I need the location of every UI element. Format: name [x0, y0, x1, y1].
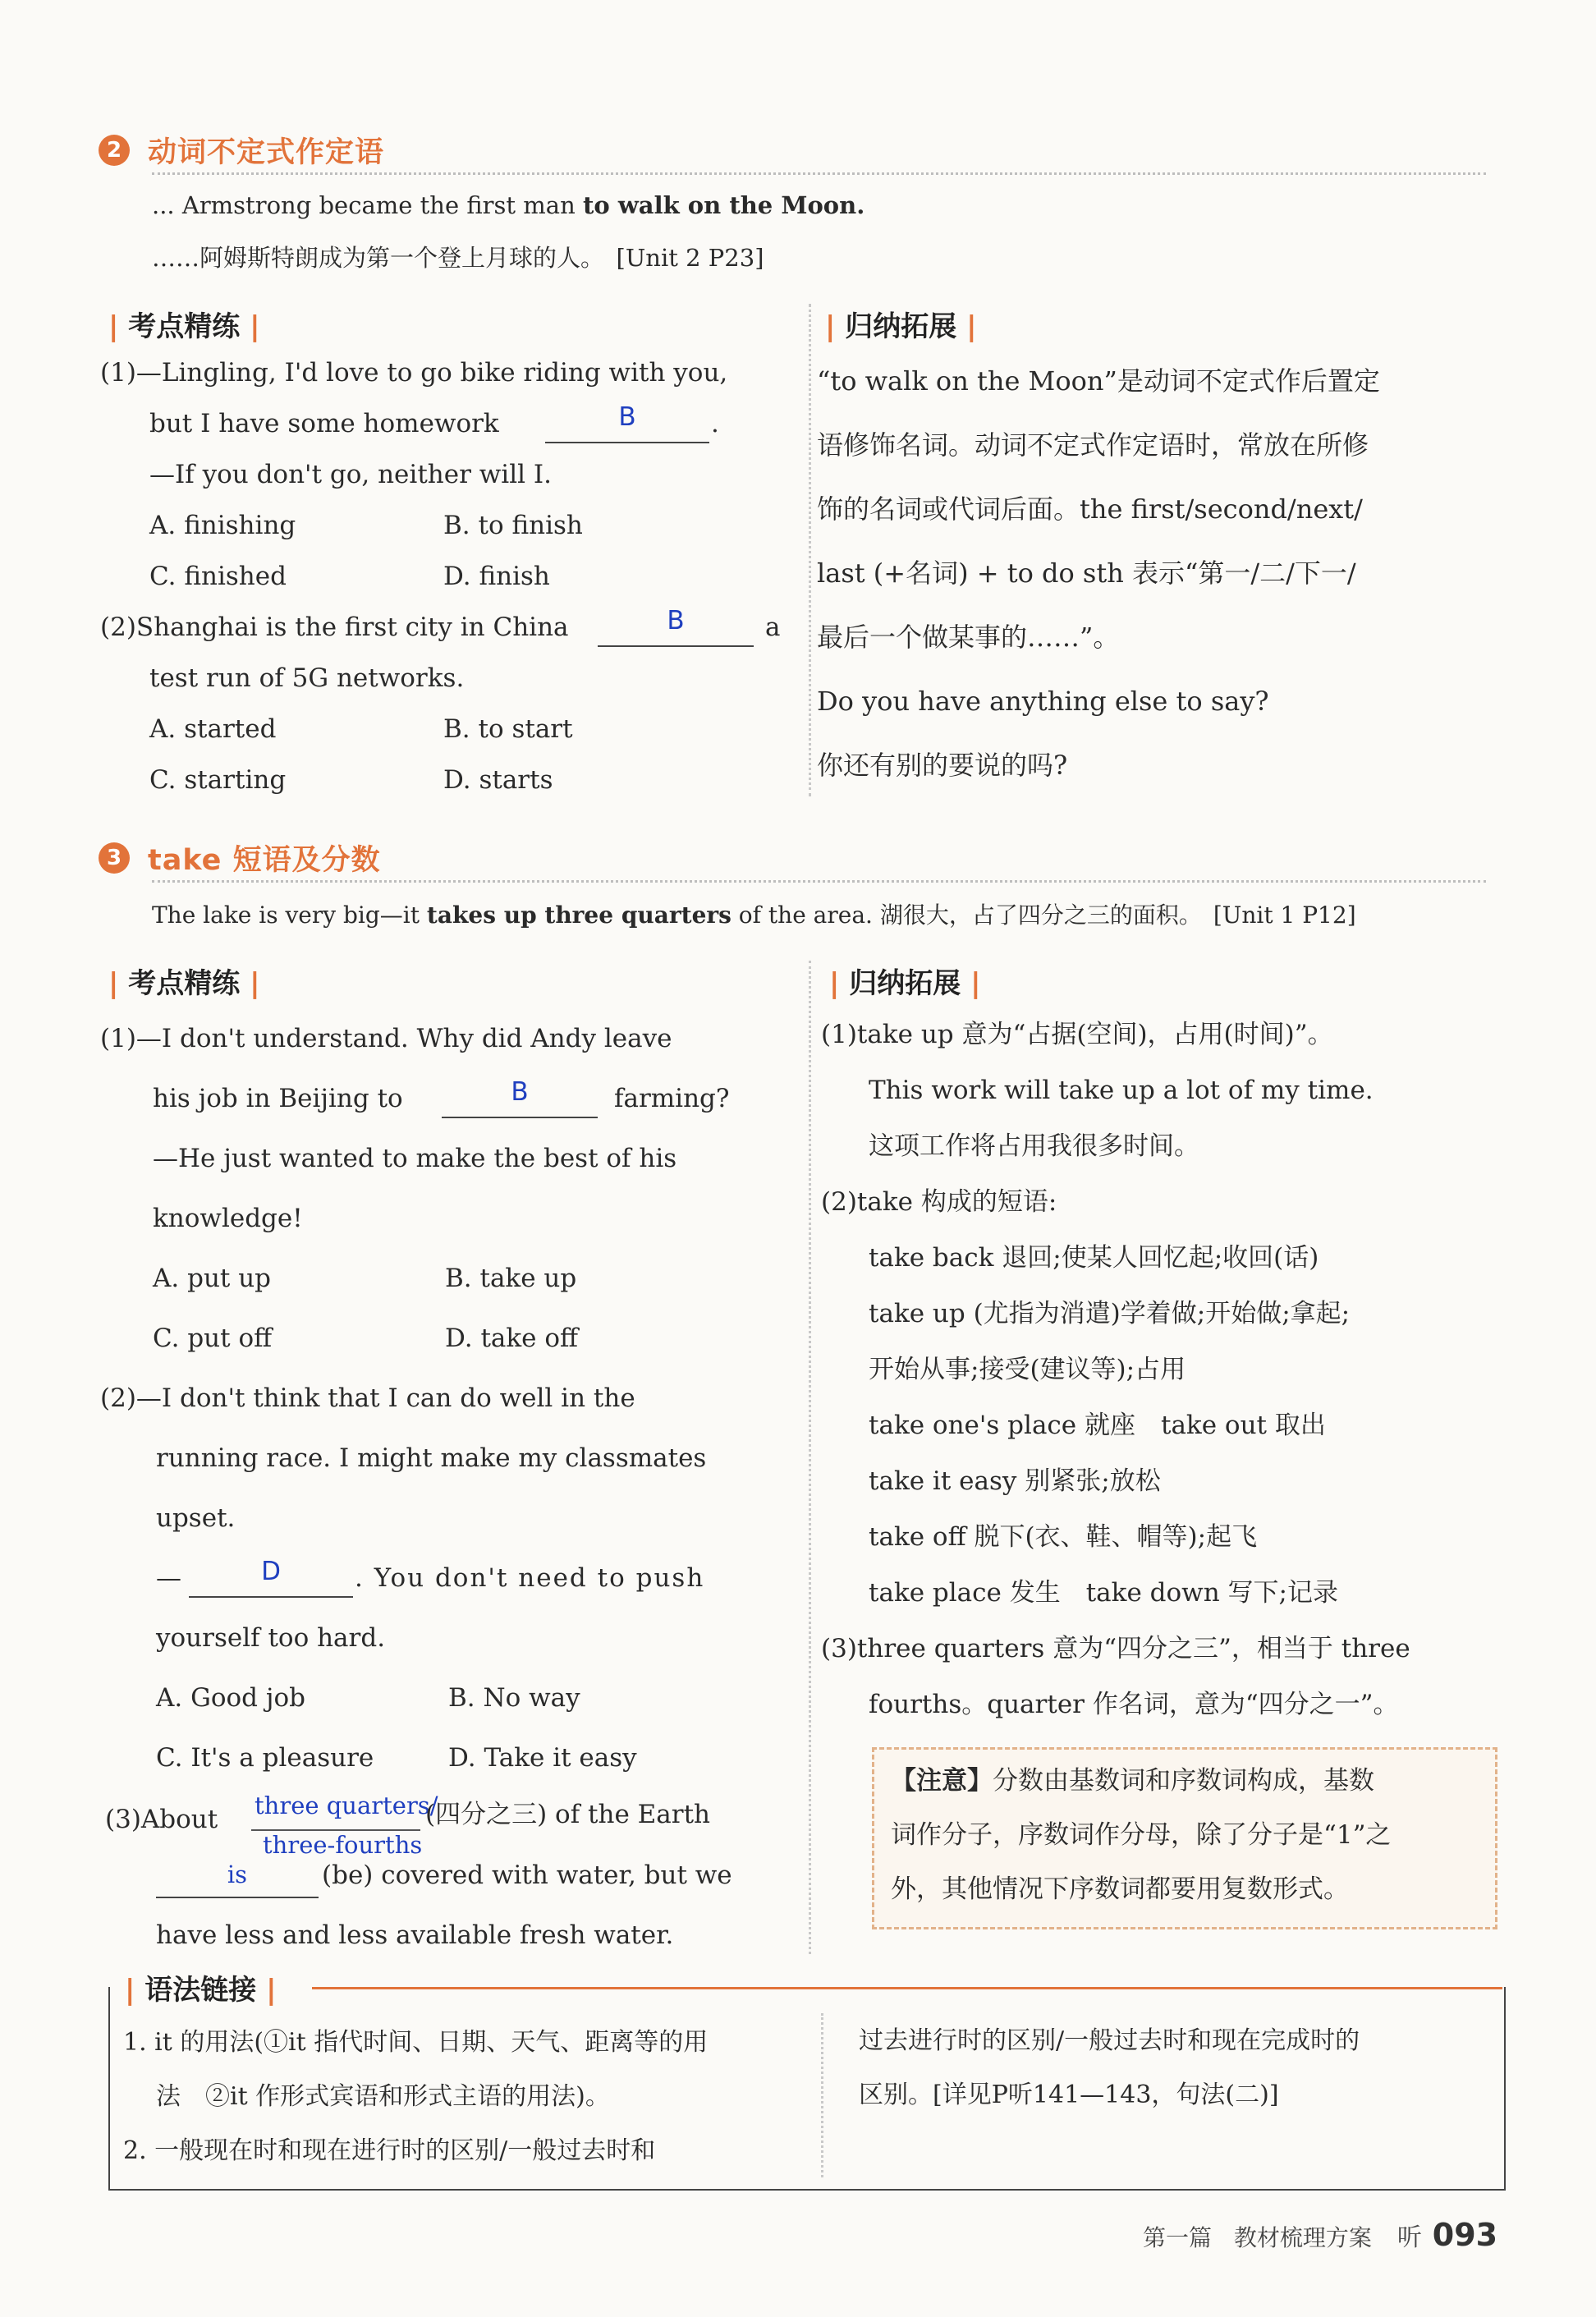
section3-heading — [99, 837, 381, 879]
question-1-text: (1)—Lingling, I'd love to go bike riding with you, — [100, 358, 728, 388]
answer: D — [261, 1557, 281, 1586]
question-2-text: upset. — [156, 1503, 236, 1533]
grammar-item-2: 2. 一般现在时和现在进行时的区别/一般过去时和 — [123, 2136, 656, 2165]
answer: B — [667, 606, 685, 635]
summary-tag: | 归纳拓展 | — [825, 310, 977, 343]
answer: B — [511, 1077, 529, 1107]
option-c[interactable]: C. put off — [153, 1324, 273, 1353]
section-number-badge: 2 — [99, 135, 130, 166]
option-b[interactable]: B. No way — [448, 1683, 580, 1713]
page-number: 093 — [1432, 2217, 1498, 2253]
section-title: take 短语及分数 — [148, 844, 381, 877]
question-2-text: (2)—I don't think that I can do well in the — [100, 1383, 635, 1413]
answer-blank[interactable] — [545, 402, 709, 443]
option-c[interactable]: C. finished — [149, 562, 287, 591]
option-a[interactable]: A. started — [149, 714, 277, 744]
option-a[interactable]: A. finishing — [149, 511, 296, 540]
practice-tag: | 考点精练 | — [108, 967, 260, 1000]
grammar-item-1: 1. it 的用法(①it 指代时间、日期、天气、距离等的用 — [123, 2028, 709, 2057]
grammar-item-2: 过去进行时的区别/一般过去时和现在完成时的 — [859, 2026, 1360, 2055]
option-a[interactable]: A. Good job — [156, 1683, 306, 1713]
divider — [152, 172, 1486, 175]
section2-heading — [99, 130, 384, 171]
question-3-text: (四分之三) of the Earth — [425, 1800, 711, 1829]
option-b[interactable]: B. take up — [445, 1264, 577, 1293]
question-1-reply: —If you don't go, neither will I. — [149, 460, 552, 489]
answer-blank[interactable] — [442, 1077, 598, 1118]
question-2-text: . You don't need to push — [355, 1563, 705, 1593]
note-label: 【注意】 — [891, 1766, 993, 1796]
question-1-text: but I have some homework — [149, 409, 499, 438]
option-a[interactable]: A. put up — [153, 1264, 272, 1293]
question-2-dash: — — [156, 1563, 181, 1593]
answer-blank[interactable] — [189, 1557, 353, 1598]
column-divider — [809, 961, 811, 1954]
answer-blank[interactable] — [598, 606, 754, 647]
section-title: 动词不定式作定语 — [148, 136, 385, 169]
question-2-text: yourself too hard. — [156, 1623, 386, 1653]
footer-part: 第一篇 — [1143, 2224, 1213, 2251]
option-b[interactable]: B. to finish — [443, 511, 583, 540]
question-1-reply: knowledge! — [153, 1204, 303, 1233]
question-2-text: test run of 5G networks. — [149, 663, 465, 693]
grammar-item-1: 法 ②it 作形式宾语和形式主语的用法)。 — [156, 2082, 610, 2111]
note-text: 【注意】分数由基数词和序数词构成，基数 — [891, 1766, 1374, 1796]
note-box — [872, 1747, 1497, 1929]
answer: B — [618, 402, 636, 432]
note-text: 外，其他情况下序数词都要用复数形式。 — [891, 1874, 1349, 1904]
option-c[interactable]: C. It's a pleasure — [156, 1743, 374, 1773]
question-3-text: (be) covered with water, but we — [322, 1860, 732, 1890]
question-2-text: (2)Shanghai is the first city in China — [100, 613, 569, 642]
period: . — [711, 409, 719, 438]
answer: is — [227, 1860, 248, 1888]
option-d[interactable]: D. Take it easy — [448, 1743, 637, 1773]
question-3-text: (3)About — [105, 1805, 218, 1834]
answer: three quarters/ — [255, 1792, 438, 1819]
footer — [1143, 2217, 1497, 2253]
grammar-item-2-ref[interactable]: 区别。[详见P听141—143，句法(二)] — [859, 2081, 1279, 2109]
example-sentence-zh: ……阿姆斯特朗成为第一个登上月球的人。 [Unit 2 P23] — [152, 244, 764, 272]
question-3-text: have less and less available fresh water. — [156, 1920, 674, 1950]
question-1-reply: —He just wanted to make the best of his — [153, 1144, 677, 1173]
footer-section: 教材梳理方案 — [1233, 2224, 1372, 2251]
question-1-text: his job in Beijing to — [153, 1084, 403, 1113]
note-text: 词作分子，序数词作分母，除了分子是“1”之 — [891, 1820, 1392, 1850]
question-2-text: running race. I might make my classmates — [156, 1443, 707, 1473]
example-sentence-en: ... Armstrong became the first man to walk on the Moon. — [152, 191, 865, 219]
option-d[interactable]: D. starts — [443, 765, 553, 795]
question-2-text-end: a — [765, 613, 781, 642]
option-b[interactable]: B. to start — [443, 714, 573, 744]
practice-tag: | 考点精练 | — [108, 310, 260, 343]
summary-tag: | 归纳拓展 | — [829, 967, 981, 1000]
column-divider — [821, 2013, 823, 2177]
option-d[interactable]: D. finish — [443, 562, 550, 591]
question-1-text: (1)—I don't understand. Why did Andy leave — [100, 1024, 672, 1053]
option-d[interactable]: D. take off — [445, 1324, 579, 1353]
grammar-tag: | 语法链接 | — [117, 1967, 285, 2007]
answer-blank[interactable] — [251, 1790, 438, 1859]
option-c[interactable]: C. starting — [149, 765, 287, 795]
example-sentence: The lake is very big—it takes up three quarters of the area. 湖很大，占了四分之三的面积。 [Unit 1 P12] — [152, 902, 1356, 929]
answer: three-fourths — [263, 1831, 423, 1859]
section-number-badge: 3 — [99, 842, 130, 874]
divider — [152, 880, 1486, 883]
footer-prefix: 听 — [1396, 2223, 1422, 2252]
column-divider — [809, 304, 811, 796]
answer-blank[interactable] — [156, 1859, 319, 1898]
question-1-text: farming? — [614, 1084, 730, 1113]
